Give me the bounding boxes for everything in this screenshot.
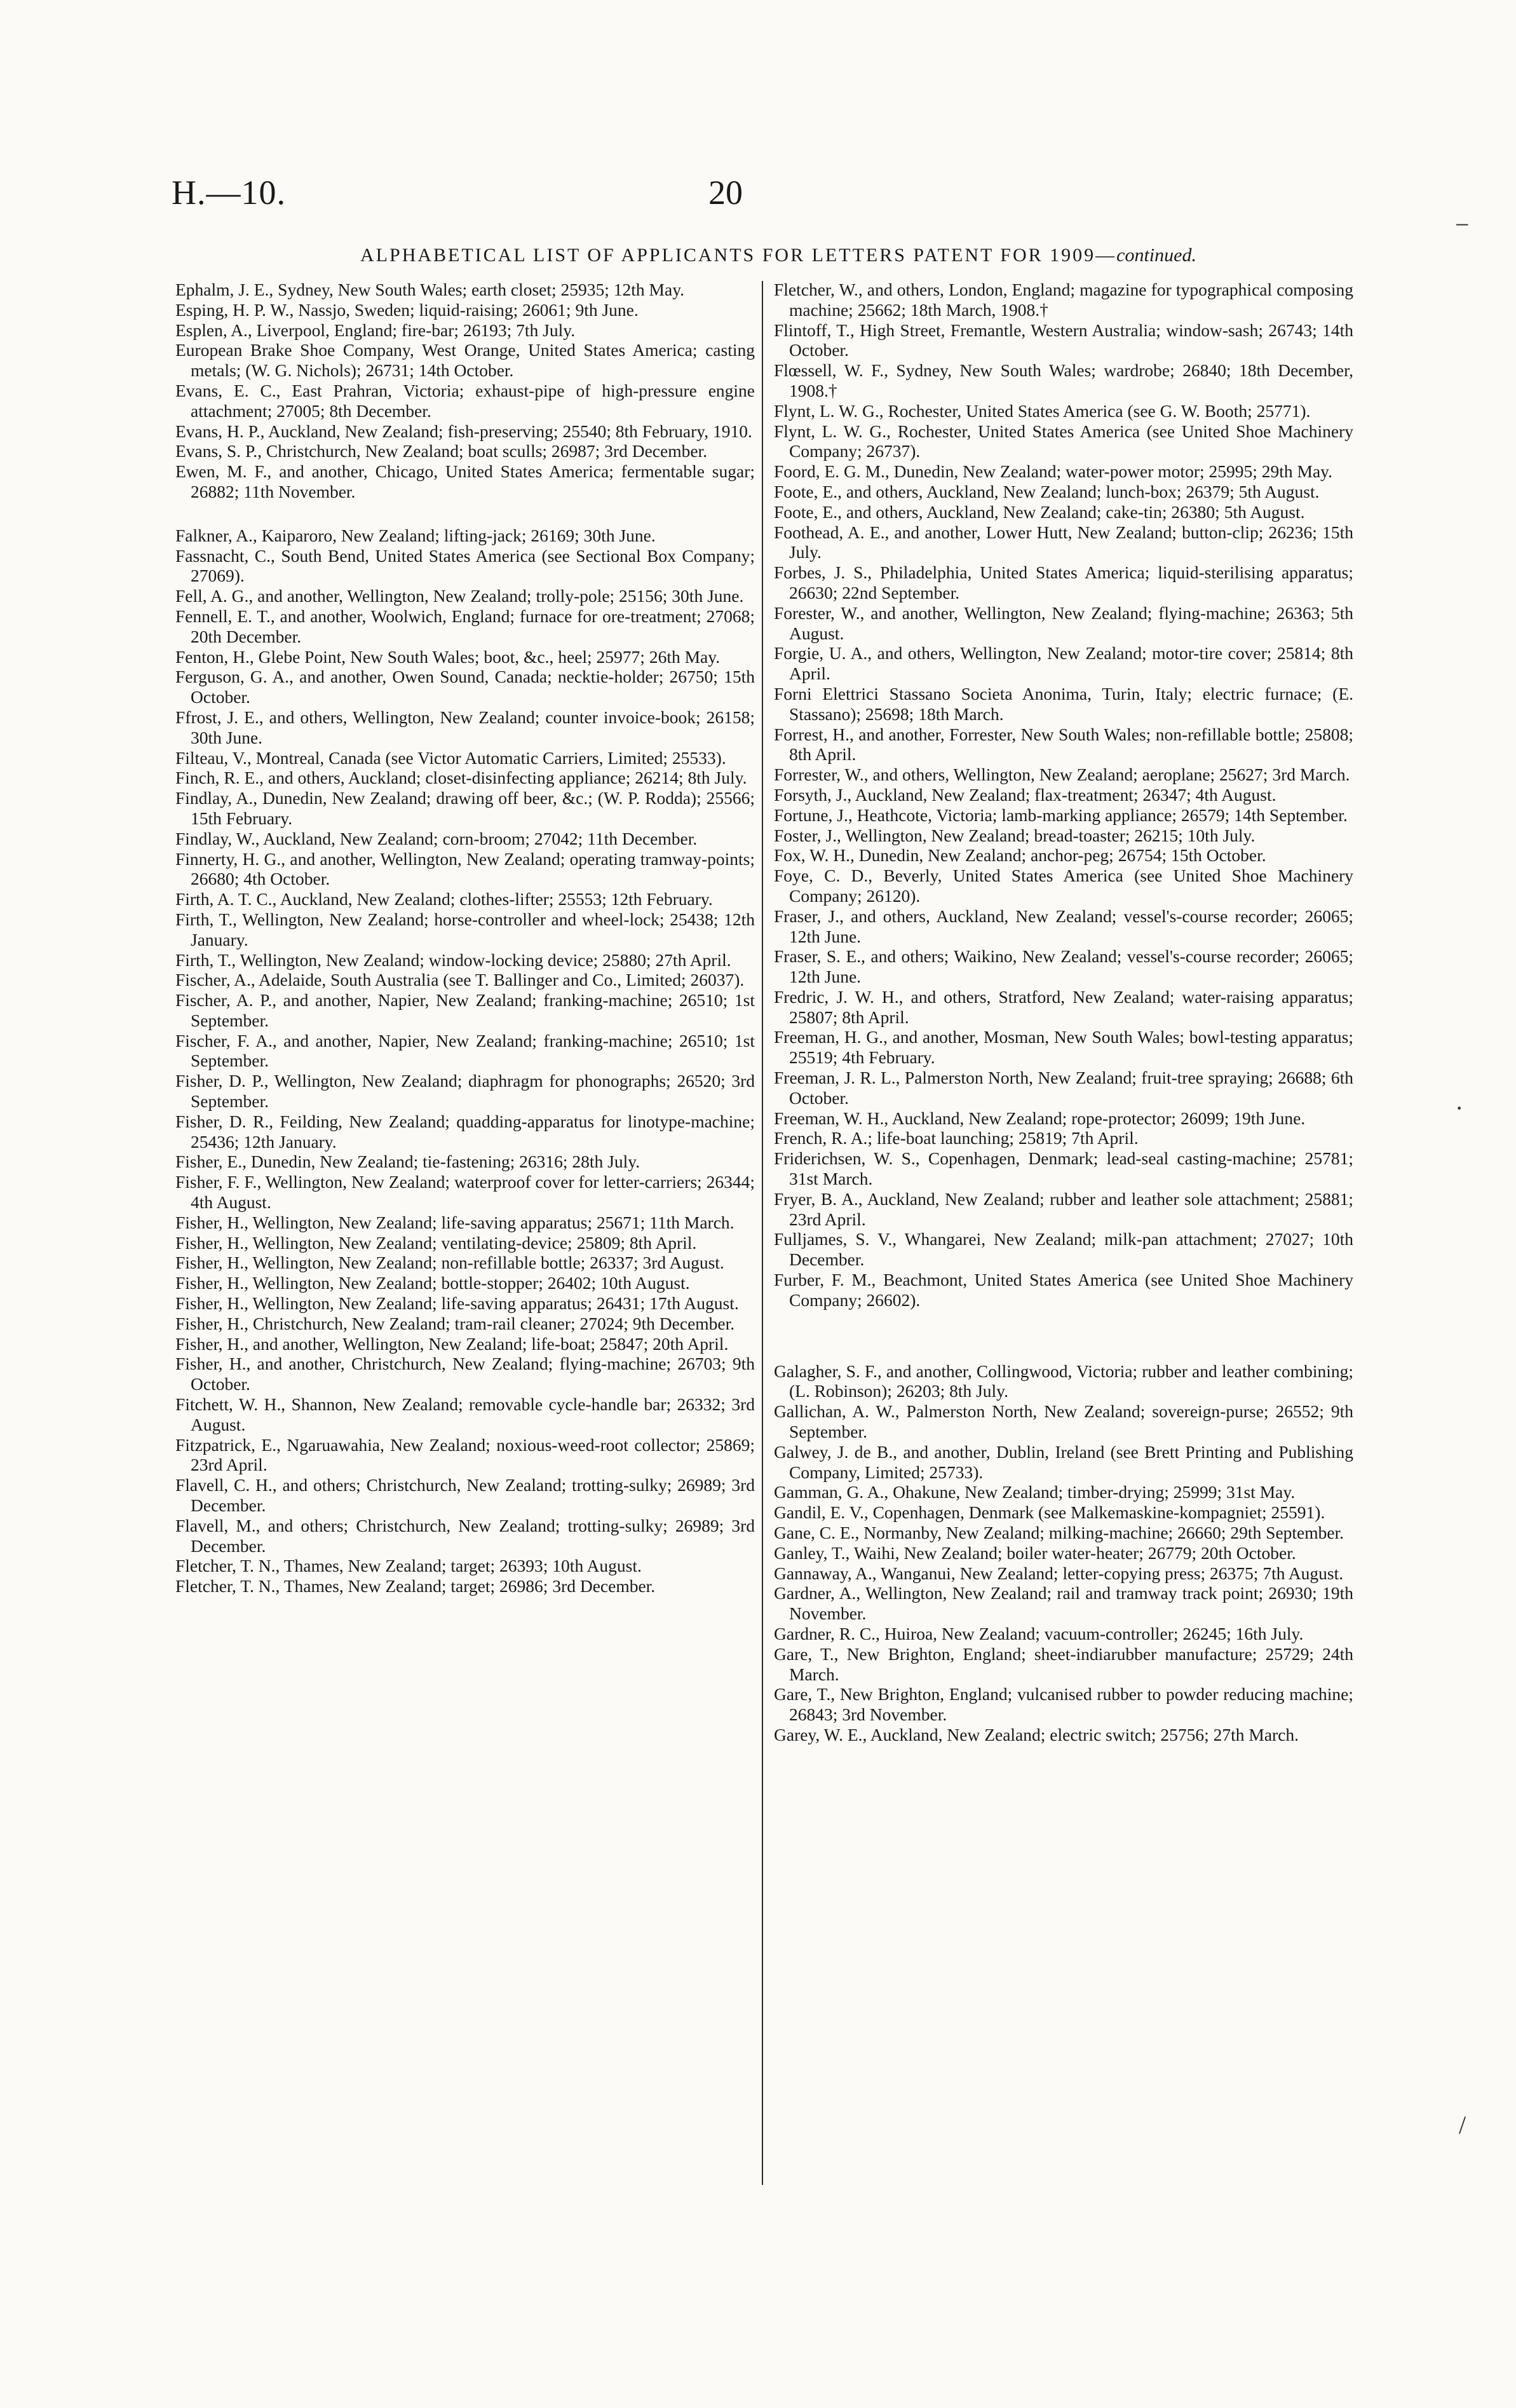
left-group-e [175,280,755,502]
list-entry: Fisher, H., Wellington, New Zealand; non-refillable bottle; 26337; 3rd August. [175,1253,724,1273]
list-entry: Fitzpatrick, E., Ngaruawahia, New Zealand; noxious-weed-root collector; 25869; 23rd April. [175,1434,755,1475]
list-entry: Findlay, A., Dunedin, New Zealand; drawing off beer, &c.; (W. P. Rodda); 25566; 15th February. [175,788,755,828]
list-entry: Findlay, W., Auckland, New Zealand; corn-broom; 27042; 11th December. [175,828,698,848]
list-entry: Ferguson, G. A., and another, Owen Sound, Canada; necktie-holder; 26750; 15th October. [175,667,755,707]
margin-mark: · [1455,1094,1464,1122]
list-entry: Filteau, V., Montreal, Canada (see Victor Automatic Carriers, Limited; 25533). [175,747,726,768]
list-entry: Fraser, J., and others, Auckland, New Zealand; vessel's-course recorder; 26065; 12th June. [774,906,1353,946]
list-entry: Fletcher, T. N., Thames, New Zealand; target; 26986; 3rd December. [175,1576,656,1596]
list-entry: Evans, H. P., Auckland, New Zealand; fish-preserving; 25540; 8th February, 1910. [175,421,752,441]
list-entry: Forbes, J. S., Philadelphia, United States America; liquid-sterilising apparatus; 26630; 22nd September. [774,562,1353,602]
page-number: 20 [708,173,743,212]
list-entry: Firth, A. T. C., Auckland, New Zealand; clothes-lifter; 25553; 12th February. [175,889,713,909]
list-entry: Fortune, J., Heathcote, Victoria; lamb-marking appliance; 26579; 14th September. [774,805,1348,825]
title-main: ALPHABETICAL LIST OF APPLICANTS FOR LETTERS PATENT FOR 1909— [360,245,1117,266]
list-entry: Forgie, U. A., and others, Wellington, New Zealand; motor-tire cover; 25814; 8th April. [774,643,1353,684]
column-divider [762,281,763,2185]
list-entry: Fletcher, T. N., Thames, New Zealand; target; 26393; 10th August. [175,1556,642,1576]
list-entry: Friderichsen, W. S., Copenhagen, Denmark; lead-seal casting-machine; 25781; 31st March. [774,1148,1353,1189]
list-entry: Fennell, E. T., and another, Woolwich, England; furnace for ore-treatment; 27068; 20th December. [175,606,755,646]
list-entry: Fox, W. H., Dunedin, New Zealand; anchor-peg; 26754; 15th October. [774,845,1266,866]
list-entry: Fischer, A. P., and another, Napier, New Zealand; franking-machine; 26510; 1st September. [175,990,755,1030]
list-entry: Freeman, H. G., and another, Mosman, New South Wales; bowl-testing apparatus; 25519; 4th February. [774,1027,1353,1068]
list-entry: Gamman, G. A., Ohakune, New Zealand; timber-drying; 25999; 31st May. [774,1482,1296,1502]
list-entry: Flœssell, W. F., Sydney, New South Wales; wardrobe; 26840; 18th December, 1908.† [774,360,1353,400]
list-entry: Fisher, H., Wellington, New Zealand; life-saving apparatus; 26431; 17th August. [175,1293,739,1314]
list-entry: Furber, F. M., Beachmont, United States America (see United Shoe Machinery Company; 26602). [774,1270,1353,1310]
list-entry: Flavell, C. H., and others; Christchurch, New Zealand; trotting-sulky; 26989; 3rd December. [175,1475,755,1516]
list-entry: European Brake Shoe Company, West Orange, United States America; casting metals; (W. G. Nichols); 26731; 14th October. [175,340,755,381]
list-entry: Esplen, A., Liverpool, England; fire-bar; 26193; 7th July. [175,320,576,340]
list-entry: Fisher, H., Christchurch, New Zealand; tram-rail cleaner; 27024; 9th December. [175,1313,735,1333]
list-entry: Flynt, L. W. G., Rochester, United States America (see United Shoe Machinery Company; 26737). [774,421,1353,461]
list-entry: Gallichan, A. W., Palmerston North, New Zealand; sovereign-purse; 26552; 9th September. [774,1401,1353,1442]
list-entry: Fryer, B. A., Auckland, New Zealand; rubber and leather sole attachment; 25881; 23rd April. [774,1188,1353,1229]
left-group-f [175,526,755,1596]
right-column [774,280,1353,1745]
list-entry: Freeman, W. H., Auckland, New Zealand; rope-protector; 26099; 19th June. [774,1108,1306,1128]
list-entry: Foothead, A. E., and another, Lower Hutt, New Zealand; button-clip; 26236; 15th July. [774,522,1353,562]
list-entry: Fassnacht, C., South Bend, United States America (see Sectional Box Company; 27069). [175,545,755,586]
list-entry: Gardner, A., Wellington, New Zealand; rail and tramway track point; 26930; 19th November. [774,1583,1353,1624]
section-gap [774,1310,1353,1361]
list-entry: Foord, E. G. M., Dunedin, New Zealand; water-power motor; 25995; 29th May. [774,461,1333,482]
list-entry: Fisher, H., and another, Wellington, New Zealand; life-boat; 25847; 20th April. [175,1333,729,1354]
list-entry: Gandil, E. V., Copenhagen, Denmark (see Malkemaskine-kompagniet; 25591). [774,1502,1325,1523]
list-entry: Fitchett, W. H., Shannon, New Zealand; removable cycle-handle bar; 26332; 3rd August. [175,1394,755,1434]
list-entry: Finnerty, H. G., and another, Wellington, New Zealand; operating tramway-points; 26680; 4th October. [175,848,755,889]
list-entry: Forrest, H., and another, Forrester, New South Wales; non-refillable bottle; 25808; 8th April. [774,724,1353,765]
list-entry: Fisher, H., Wellington, New Zealand; bottle-stopper; 26402; 10th August. [175,1273,690,1293]
list-entry: Ewen, M. F., and another, Chicago, United States America; fermentable sugar; 26882; 11th November. [175,461,755,501]
list-entry: Foye, C. D., Beverly, United States America (see United Shoe Machinery Company; 26120). [774,866,1353,906]
list-entry: Flynt, L. W. G., Rochester, United States America (see G. W. Booth; 25771). [774,400,1311,421]
list-entry: Galagher, S. F., and another, Collingwood, Victoria; rubber and leather combining; (L. Robinson); 26203; 8th July. [774,1361,1353,1401]
page-title [159,245,1398,266]
right-group-f [774,280,1353,1310]
margin-mark: / [1459,2111,1466,2139]
list-entry: Fischer, F. A., and another, Napier, New Zealand; franking-machine; 26510; 1st September. [175,1030,755,1071]
list-entry: Finch, R. E., and others, Auckland; closet-disinfecting appliance; 26214; 8th July. [175,768,747,788]
margin-mark: − [1455,210,1470,239]
list-entry: Forsyth, J., Auckland, New Zealand; flax-treatment; 26347; 4th August. [774,784,1276,805]
list-entry: Fisher, H., Wellington, New Zealand; life-saving apparatus; 25671; 11th March. [175,1212,734,1232]
list-entry: Fredric, J. W. H., and others, Stratford, New Zealand; water-raising apparatus; 25807; 8th April. [774,986,1353,1027]
list-entry: Garey, W. E., Auckland, New Zealand; electric switch; 25756; 27th March. [774,1724,1299,1745]
list-entry: Gardner, R. C., Huiroa, New Zealand; vacuum-controller; 26245; 16th July. [774,1624,1304,1643]
list-entry: Fenton, H., Glebe Point, New South Wales; boot, &c., heel; 25977; 26th May. [175,646,721,667]
section-gap [175,502,755,526]
list-entry: Fisher, D. R., Feilding, New Zealand; quadding-apparatus for linotype-machine; 25436; 12th January. [175,1111,755,1152]
list-entry: Ganley, T., Waihi, New Zealand; boiler water-heater; 26779; 20th October. [774,1542,1296,1563]
title-continued: continued. [1116,245,1196,266]
list-entry: Fisher, E., Dunedin, New Zealand; tie-fastening; 26316; 28th July. [175,1152,640,1172]
list-entry: Fischer, A., Adelaide, South Australia (see T. Ballinger and Co., Limited; 26037). [175,970,745,990]
list-entry: Fulljames, S. V., Whangarei, New Zealand; milk-pan attachment; 27027; 10th December. [774,1229,1353,1270]
list-entry: Foote, E., and others, Auckland, New Zealand; lunch-box; 26379; 5th August. [774,481,1320,501]
list-entry: Gane, C. E., Normanby, New Zealand; milking-machine; 26660; 29th September. [774,1523,1344,1543]
list-entry: Flavell, M., and others; Christchurch, New Zealand; trotting-sulky; 26989; 3rd December. [175,1515,755,1556]
list-entry: Ephalm, J. E., Sydney, New South Wales; earth closet; 25935; 12th May. [175,280,685,299]
list-entry: Falkner, A., Kaiparoro, New Zealand; lifting-jack; 26169; 30th June. [175,525,656,545]
list-entry: Forrester, W., and others, Wellington, New Zealand; aeroplane; 25627; 3rd March. [774,765,1350,785]
list-entry: Flintoff, T., High Street, Fremantle, Western Australia; window-sash; 26743; 14th October. [774,320,1353,360]
list-entry: Forester, W., and another, Wellington, New Zealand; flying-machine; 26363; 5th August. [774,602,1353,643]
right-group-g [774,1361,1353,1745]
list-entry: Fell, A. G., and another, Wellington, New Zealand; trolly-pole; 25156; 30th June. [175,586,744,606]
left-column [175,280,755,1596]
list-entry: Gannaway, A., Wanganui, New Zealand; letter-copying press; 26375; 7th August. [774,1563,1344,1583]
page-reference: H.—10. [172,173,286,212]
list-entry: Gare, T., New Brighton, England; sheet-indiarubber manufacture; 25729; 24th March. [774,1643,1353,1684]
list-entry: Galwey, J. de B., and another, Dublin, Ireland (see Brett Printing and Publishing Company, Limited; 25733). [774,1441,1353,1482]
list-entry: Freeman, J. R. L., Palmerston North, New Zealand; fruit-tree spraying; 26688; 6th October. [774,1068,1353,1108]
list-entry: Foote, E., and others, Auckland, New Zealand; cake-tin; 26380; 5th August. [774,501,1305,522]
list-entry: Fisher, D. P., Wellington, New Zealand; diaphragm for phonographs; 26520; 3rd September. [175,1071,755,1112]
list-entry: Firth, T., Wellington, New Zealand; horse-controller and wheel-lock; 25438; 12th January. [175,909,755,949]
list-entry: French, R. A.; life-boat launching; 25819; 7th April. [774,1128,1139,1148]
list-entry: Forni Elettrici Stassano Societa Anonima, Turin, Italy; electric furnace; (E. Stassano); 25698; 18th March. [774,683,1353,724]
list-entry: Gare, T., New Brighton, England; vulcanised rubber to powder reducing machine; 26843; 3rd November. [774,1684,1353,1725]
list-entry: Fletcher, W., and others, London, England; magazine for typographical composing machine; 25662; 18th March, 1908.† [774,280,1353,320]
list-entry: Firth, T., Wellington, New Zealand; window-locking device; 25880; 27th April. [175,949,731,970]
list-entry: Fisher, F. F., Wellington, New Zealand; waterproof cover for letter-carriers; 26344; 4th August. [175,1172,755,1213]
list-entry: Fisher, H., Wellington, New Zealand; ventilating-device; 25809; 8th April. [175,1232,697,1253]
list-entry: Foster, J., Wellington, New Zealand; bread-toaster; 26215; 10th July. [774,825,1255,845]
list-entry: Evans, E. C., East Prahran, Victoria; exhaust-pipe of high-pressure engine attachment; 27005; 8th December. [175,380,755,421]
list-entry: Ffrost, J. E., and others, Wellington, New Zealand; counter invoice-book; 26158; 30th June. [175,707,755,747]
list-entry: Evans, S. P., Christchurch, New Zealand; boat sculls; 26987; 3rd December. [175,441,708,461]
list-entry: Fraser, S. E., and others; Waikino, New Zealand; vessel's-course recorder; 26065; 12th June. [774,946,1353,987]
list-entry: Esping, H. P. W., Nassjo, Sweden; liquid-raising; 26061; 9th June. [175,299,639,320]
list-entry: Fisher, H., and another, Christchurch, New Zealand; flying-machine; 26703; 9th October. [175,1354,755,1394]
